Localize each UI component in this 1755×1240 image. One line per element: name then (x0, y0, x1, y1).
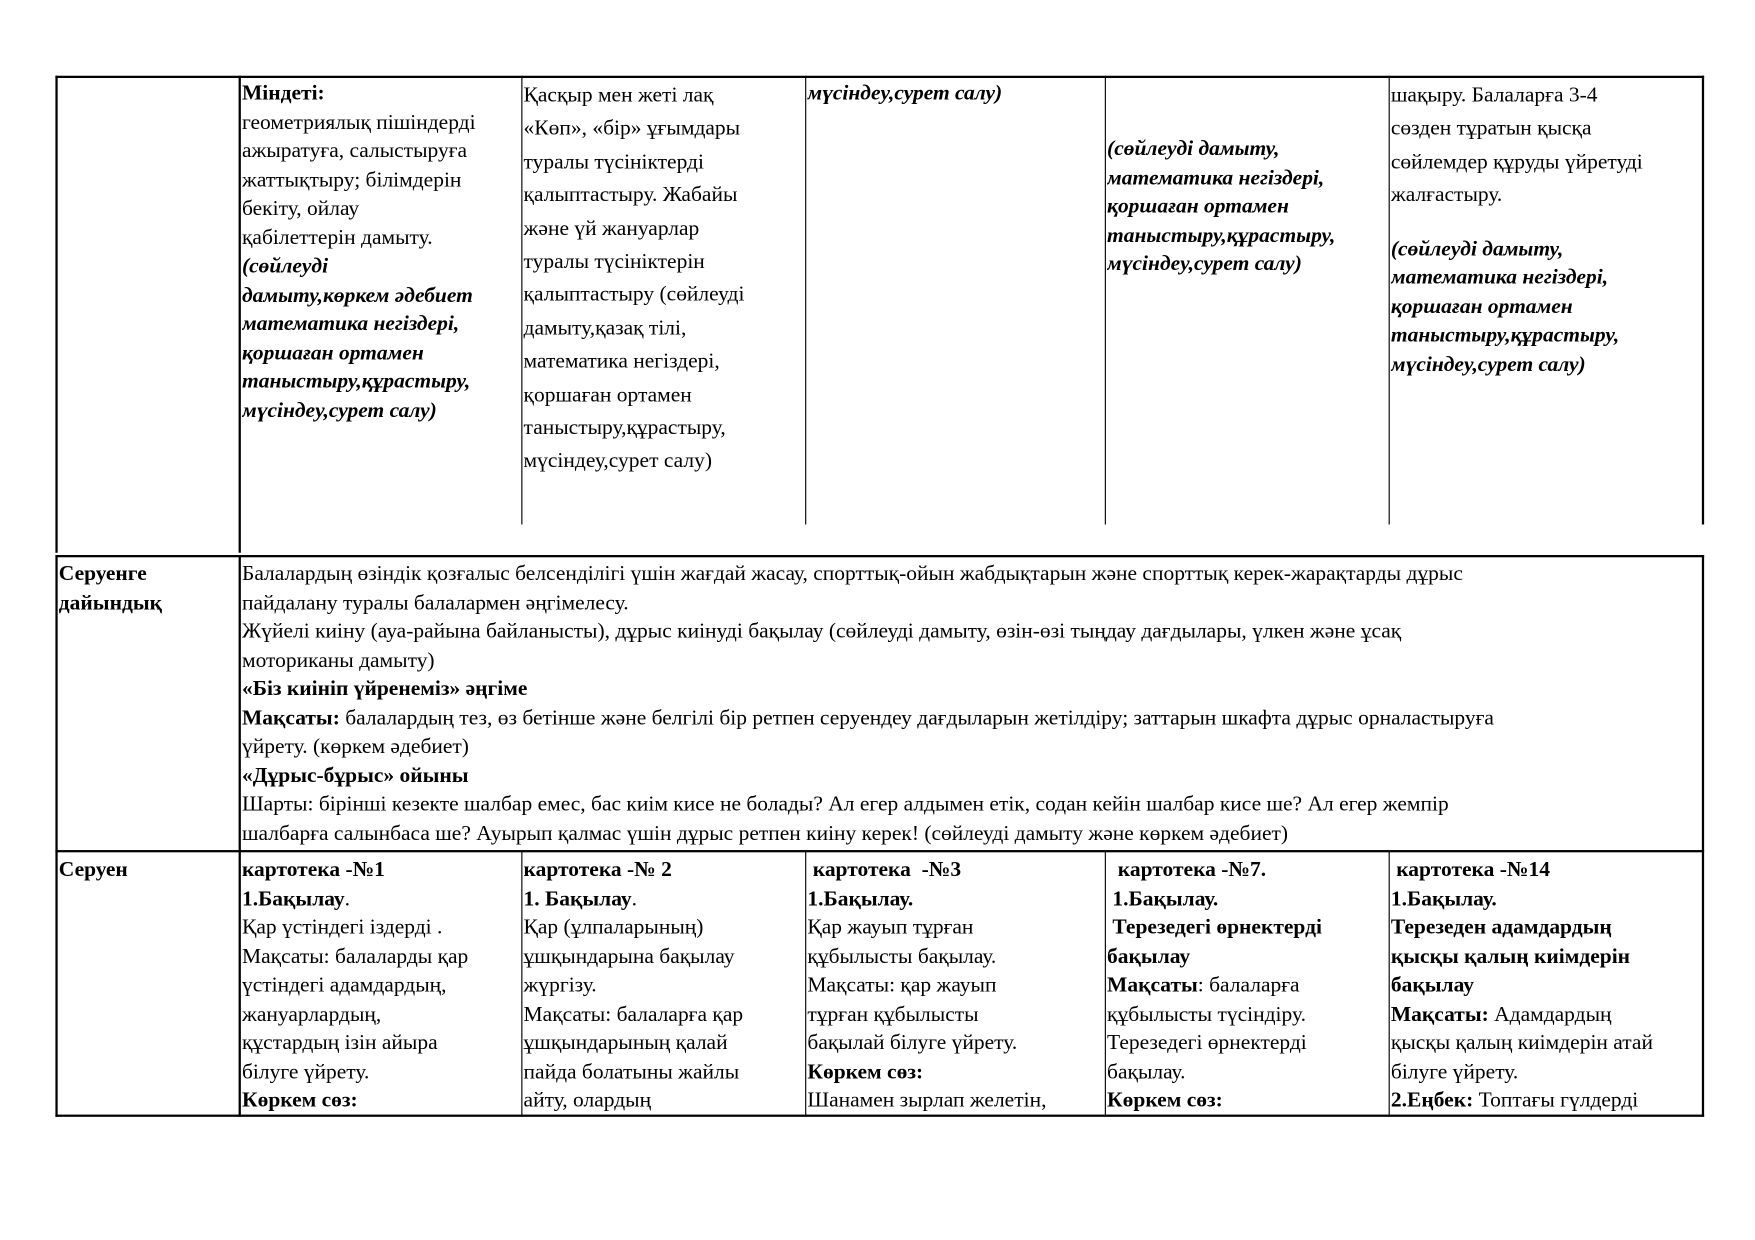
game-line: Шарты: бірінші кезекте шалбар емес, бас киім кисе не болады? Ал егер алдымен етік, содан кейін шалбар кисе ше? Ал егер жемпір (241, 792, 1449, 817)
col-divider-2-row3 (521, 850, 522, 1117)
card-line: айту, олардың (523, 1088, 652, 1113)
row1-col6-text (1391, 79, 1702, 379)
observation-title: қысқы қалың киімдерін (1390, 944, 1631, 969)
goal-text: Адамдардың (1488, 1002, 1612, 1026)
card-line: білуге үйрету. (241, 1059, 370, 1084)
observation-title: бақылау (1107, 944, 1191, 969)
observation-title: Терезедегі өрнектерді (1107, 915, 1322, 940)
observation-suffix: . (631, 886, 637, 911)
subject-line: мүсіндеу,сурет салу) (1107, 252, 1302, 276)
row2-content (242, 560, 1703, 848)
task-line: ажыратуға, салыстыруға (241, 139, 468, 163)
card-line: Қар жауып тұрған (807, 915, 974, 940)
prep-line: пайдалану туралы балалармен әңгімелесу. (241, 590, 629, 615)
goal-label: Мақсаты: (241, 705, 340, 730)
subject-line: мүсіндеу,сурет салу) (807, 81, 1003, 106)
card-line: жүргізу. (523, 973, 597, 998)
col-divider-5-row3 (1389, 850, 1390, 1117)
card-line: Мақсаты: балаларды қар (241, 944, 469, 969)
text-line: шақыру. Балаларға 3-4 (1390, 83, 1598, 108)
activity-line: математика негіздері, (523, 349, 720, 374)
work-text: Топтағы гүлдерді (1473, 1088, 1639, 1113)
goal-label: Мақсаты: (1390, 1002, 1489, 1026)
task-line: геометриялық пішіндерді (241, 110, 476, 134)
card-line: пайда болатыны жайлы (523, 1059, 740, 1084)
prep-line: моториканы дамыту) (241, 648, 435, 673)
task-heading: Міндеті: (241, 81, 325, 106)
task-line: жаттықтыру; білімдерін (241, 167, 462, 192)
game-title: «Дұрыс-бұрыс» ойыны (241, 763, 469, 788)
row3-col4-card (807, 856, 1103, 1115)
col-divider-1-row2 (239, 555, 241, 1117)
artistic-word-label: Көркем сөз: (807, 1059, 924, 1084)
row2-border-top (55, 555, 1704, 557)
card-line: бақылай білуге үйрету. (807, 1030, 1018, 1055)
activity-line: және үй жануарлар (523, 216, 700, 241)
card-line: бақылау. (1107, 1059, 1186, 1084)
table-border-top (55, 76, 1704, 78)
card-line: Терезедегі өрнектерді (1107, 1030, 1307, 1055)
row3-col2-card (242, 856, 520, 1115)
artistic-word-label: Көркем сөз: (1107, 1088, 1223, 1113)
observation-title: Терезеден адамдардың (1390, 915, 1612, 940)
card-line: Қар (ұлпаларының) (523, 915, 704, 940)
subject-line: таныстыру,құрастыру, (1390, 323, 1620, 348)
subject-line: дамыту,көркем әдебиет (241, 283, 473, 307)
activity-line: «Көп», «бір» ұғымдары (523, 116, 741, 141)
subject-line: қоршаған ортамен (1107, 194, 1289, 219)
subject-line: (сөйлеуді (241, 254, 329, 279)
row-label-line: Серуенге (58, 561, 147, 586)
card-line: үстіндегі адамдардың, (241, 973, 447, 998)
card-line: ұшқындарының қалай (523, 1030, 728, 1055)
goal-line-2: үйрету. (көркем әдебиет) (241, 734, 469, 759)
subject-line: математика негіздері, (1107, 165, 1325, 190)
card-line: тұрған құбылысты (807, 1002, 979, 1026)
row3-col3-card (524, 856, 804, 1115)
activity-line: қоршаған ортамен (523, 382, 692, 407)
card-line: білуге үйрету. (1390, 1059, 1519, 1084)
prep-line: Балалардың өзіндік қозғалыс белсенділігі үшін жағдай жасау, спорттық-ойын жабдықтарын және спорттық керек-жарақтарды дұрыс (241, 561, 1463, 586)
observation-label: 1.Бақылау. (1390, 886, 1497, 911)
row-label-line: дайындық (58, 590, 162, 615)
work-label: 2.Еңбек: (1390, 1088, 1474, 1113)
observation-label: 1.Бақылау. (1107, 886, 1219, 911)
row3-col5-card (1107, 856, 1387, 1115)
goal-line (242, 704, 1703, 733)
row1-col5-subjects (1107, 135, 1387, 279)
table-border-left-row1 (55, 76, 57, 553)
card-line: құстардың ізін айыра (241, 1030, 438, 1055)
goal-text: : балаларға (1197, 973, 1300, 998)
col-divider-3-row1 (805, 76, 806, 525)
col-divider-1-row1 (239, 76, 241, 553)
subject-line: қоршаған ортамен (241, 340, 424, 365)
subject-line: математика негіздері, (241, 311, 460, 336)
subject-line: (сөйлеуді дамыту, (1107, 136, 1280, 161)
card-line: Мақсаты: балаларға қар (523, 1002, 744, 1026)
observation-title: бақылау (1390, 973, 1474, 998)
goal-text: балалардың тез, өз бетінше және белгілі бір ретпен серуендеу дағдыларын жетілдіру; заттарын шкафта дұрыс орналастыруға (339, 705, 1494, 730)
row3-label: Серуен (58, 857, 128, 882)
subject-line: мүсіндеу,сурет салу) (241, 398, 437, 423)
col-divider-5-row1 (1389, 76, 1390, 525)
row1-col3-activity (524, 79, 804, 478)
activity-line: таныстыру,құрастыру, (523, 416, 726, 440)
subject-line: (сөйлеуді дамыту, (1390, 236, 1564, 261)
talk-title: «Біз киініп үйренеміз» әңгіме (241, 677, 528, 701)
observation-label: 1. Бақылау (523, 886, 632, 911)
col-divider-2-row1 (521, 76, 522, 525)
subject-line: математика негіздері, (1390, 265, 1609, 290)
game-line: шалбарға салынбаса ше? Ауырып қалмас үшін дұрыс ретпен киіну керек! (сөйлеуді дамыту және көркем әдебиет) (241, 821, 1289, 845)
text-line: сөйлемдер құруды үйретуді (1390, 150, 1643, 174)
row1-col4-subjects (807, 79, 1103, 108)
row3-border-top (55, 850, 1704, 852)
text-line: жалғастыру. (1390, 183, 1503, 208)
observation-label: 1.Бақылау (241, 886, 345, 911)
table-border-left-row2 (55, 555, 57, 1117)
subject-line: қоршаған ортамен (1390, 294, 1573, 319)
activity-line: Қасқыр мен жеті лақ (523, 83, 714, 108)
subject-line: таныстыру,құрастыру, (241, 369, 471, 394)
activity-line: мүсіндеу,сурет салу) (523, 449, 712, 474)
table-border-right-row1 (1702, 76, 1704, 525)
activity-line: қалыптастыру (сөйлеуді (523, 283, 745, 307)
activity-line: туралы түсініктерді (523, 150, 704, 174)
task-line: қабілеттерін дамыту. (241, 225, 433, 250)
card-number: картотека -№7. (1107, 857, 1267, 882)
card-line: Шанамен зырлап желетін, (807, 1088, 1047, 1113)
activity-line: туралы түсініктерін (523, 249, 705, 274)
text-line: сөзден тұратын қысқа (1390, 116, 1592, 141)
observation-label: 1.Бақылау. (807, 886, 914, 911)
goal-label: Мақсаты (1107, 973, 1198, 998)
card-line: ұшқындарына бақылау (523, 944, 735, 969)
row3-col6-card (1391, 856, 1702, 1115)
artistic-word-label: Көркем сөз: (241, 1088, 358, 1113)
card-line: Мақсаты: қар жауып (807, 973, 997, 998)
task-line: бекіту, ойлау (241, 196, 360, 221)
activity-line: қалыптастыру. Жабайы (523, 183, 738, 208)
card-number: картотека -№14 (1390, 857, 1550, 882)
card-line: құбылысты түсіндіру. (1107, 1002, 1306, 1026)
col-divider-3-row3 (805, 850, 806, 1117)
row2-label (59, 560, 238, 618)
row1-col2-task (242, 79, 520, 425)
card-number: картотека -№3 (807, 857, 962, 882)
card-line: жануарлардың, (241, 1002, 382, 1026)
subject-line: таныстыру,құрастыру, (1107, 223, 1336, 247)
activity-line: дамыту,қазақ тілі, (523, 316, 687, 341)
subject-line: мүсіндеу,сурет салу) (1390, 352, 1586, 376)
card-number: картотека -№1 (241, 857, 385, 882)
col-divider-4-row3 (1105, 850, 1106, 1117)
card-line: құбылысты бақылау. (807, 944, 997, 969)
observation-suffix: . (344, 886, 351, 911)
card-number: картотека -№ 2 (523, 857, 672, 882)
card-line: Қар үстіндегі іздерді . (241, 915, 443, 940)
col-divider-4-row1 (1105, 76, 1106, 525)
prep-line: Жүйелі киіну (ауа-райына байланысты), дұрыс киінуді бақылау (сөйлеуді дамыту, өзін-өзі тыңдау дағдылары, үлкен және ұсақ (241, 619, 1402, 644)
card-line: қысқы қалың киімдерін атай (1390, 1030, 1653, 1055)
